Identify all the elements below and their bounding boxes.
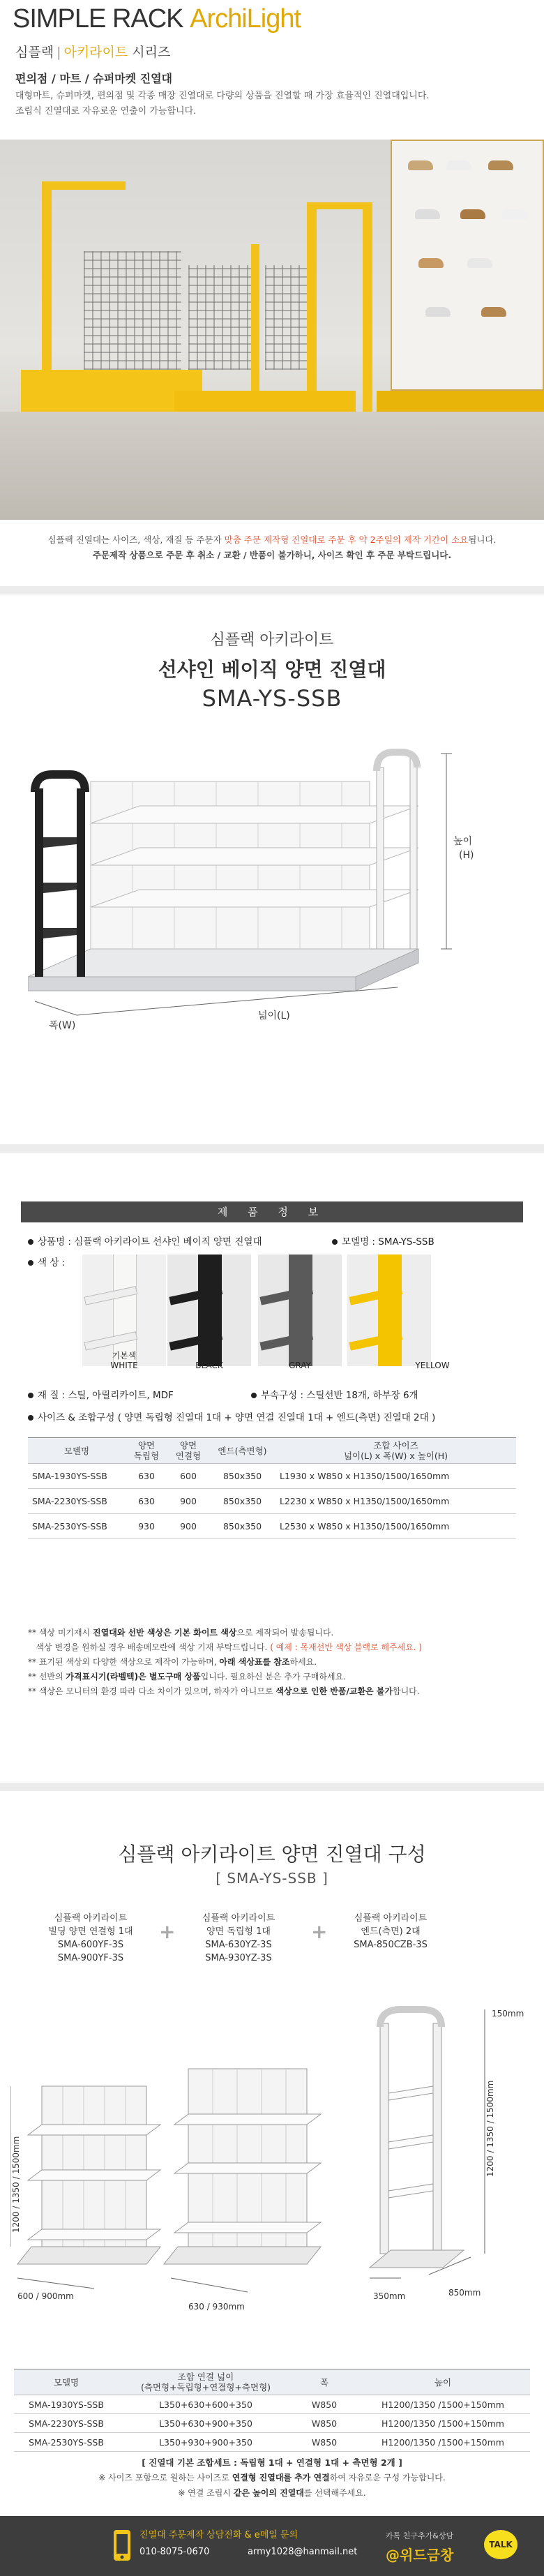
table-cell: SMA-2530YS-SSB: [28, 1514, 126, 1539]
table-cell: 630: [126, 1464, 167, 1489]
table-cell: 850x350: [209, 1514, 275, 1539]
product-name: 선샤인 베이직 양면 진열대: [158, 658, 386, 681]
note-red: ( 예제 : 목재선반 색상 블랙로 해주세요. ): [270, 1642, 423, 1652]
notice-line-1: [0, 520, 544, 548]
floor: [0, 412, 544, 520]
swatch-label-black: BLACK: [195, 1361, 223, 1370]
table-cell: 600: [167, 1464, 209, 1489]
config-item-model: SMA-900YF-3S: [57, 1953, 124, 1963]
table-cell: W850: [293, 2414, 356, 2433]
note-text: ** 색상 미기재시: [28, 1628, 91, 1638]
swatch-label-white: [82, 1351, 166, 1370]
spec-product-row: [28, 1234, 262, 1248]
shoe: [425, 307, 451, 317]
note-text: 를 선택해주세요.: [303, 2488, 366, 2498]
series-name: 아키라이트: [63, 45, 128, 60]
config-item-brand: 심플랙 아키라이트: [354, 1913, 428, 1924]
note-3: [28, 1655, 530, 1670]
config-item-model: SMA-630YZ-3S: [205, 1940, 272, 1950]
kakao-title: 카톡 친구추가&상담: [386, 2531, 454, 2540]
header-description-2: 조립식 진열대로 자유로운 연출이 가능합니다.: [15, 106, 197, 117]
config-item-type: 엔드(측면) 2대: [361, 1926, 421, 1937]
swatch-label-gray: GRAY: [289, 1361, 311, 1370]
spec-notes: [28, 1626, 530, 1699]
color-swatch-black: [167, 1255, 251, 1366]
table-cell: SMA-2230YS-SSB: [14, 2414, 119, 2433]
table-cell: L1930 x W850 x H1350/1500/1650mm: [275, 1464, 516, 1489]
store-photo: [0, 140, 544, 520]
notice-text: 심플랙 진열대는 사이즈, 색상, 재질 등 주문자: [47, 534, 222, 545]
series-suffix: 시리즈: [132, 45, 171, 60]
table-cell: L350+630+900+350: [119, 2414, 293, 2433]
config-table-header: [14, 2369, 530, 2395]
series-label: 심플랙 | 아키라이트 시리즈: [15, 45, 171, 60]
config-note-height: [0, 2487, 544, 2499]
notice-highlight: 맞춤 주문 제작형 진열대로 주문 후 약 2주일의 제작 기간이 소요: [224, 534, 469, 545]
notice-text: 됩니다.: [468, 534, 497, 545]
config-note-basic-set: [ 진열대 기본 조합세트 : 독립형 1대 + 연결형 1대 + 측면형 2개 ]: [142, 2457, 402, 2468]
dim-width-1: 600 / 900mm: [17, 2291, 74, 2301]
table-cell: SMA-2230YS-SSB: [28, 1489, 126, 1514]
table-header: 폭: [293, 2369, 356, 2395]
spec-model-name: 모델명 : SMA-YS-SSB: [342, 1236, 435, 1248]
spec-accessories: 부속구성 : 스틸선반 18개, 하부장 6개: [261, 1390, 418, 1401]
shoe: [418, 258, 444, 268]
dim-top: 150mm: [492, 2009, 524, 2019]
table-cell: SMA-2530YS-SSB: [14, 2433, 119, 2452]
contact-email[interactable]: army1028@hanmail.net: [248, 2547, 358, 2557]
brand-title-main: SIMPLE RACK: [13, 4, 183, 33]
brand-title: [13, 4, 301, 34]
table-cell: 850x350: [209, 1489, 275, 1514]
note-text: 하여 자유로운 구성 가능합니다.: [329, 2473, 446, 2483]
config-item-brand: 심플랙 아키라이트: [202, 1913, 275, 1924]
product-brand: 심플랙 아키라이트: [210, 631, 334, 649]
bullet-icon: [332, 1239, 338, 1245]
wire-display: [265, 265, 307, 370]
shoe: [502, 209, 527, 219]
section-divider: [0, 1783, 544, 1791]
table-header: 양면 독립형: [126, 1438, 167, 1464]
config-title: 심플랙 아키라이트 양면 진열대 구성: [118, 1843, 426, 1866]
product-model: SMA-YS-SSB: [202, 685, 342, 712]
config-diagram: [10, 2002, 541, 2323]
contact-footer: [0, 2516, 544, 2576]
table-cell: 900: [167, 1489, 209, 1514]
note-text: ※ 연결 조립시: [178, 2488, 231, 2498]
note-text: 색상 변경을 원하실 경우 배송메모란에 색상 기재 부탁드립니다.: [36, 1642, 268, 1652]
spec-composition-row: [28, 1409, 435, 1423]
table-row: [28, 1514, 516, 1539]
dim-width-2: 630 / 930mm: [188, 2302, 245, 2312]
note-4: [28, 1670, 530, 1684]
spec-color-row: [28, 1255, 65, 1268]
spec-material-row: [28, 1387, 174, 1401]
spec-color-label: 색 상 :: [38, 1257, 66, 1268]
shoe: [446, 160, 471, 170]
category-label: 편의점 / 마트 / 슈퍼마켓 진열대: [15, 72, 173, 85]
table-header: 조합 사이즈 넓이(L) x 폭(W) x 높이(H): [275, 1438, 516, 1464]
note-text: 하세요.: [289, 1657, 317, 1667]
bullet-icon: [28, 1260, 33, 1266]
header-description-1: 대형마트, 슈퍼마켓, 편의점 및 각종 매장 진열대로 다량의 상품을 진열할 때 가장 효율적인 진열대입니다.: [15, 91, 430, 101]
color-swatch-gray: [258, 1255, 342, 1366]
table-cell: L350+930+900+350: [119, 2433, 293, 2452]
spec-material: 재 질 : 스틸, 아릴리카이트, MDF: [38, 1390, 174, 1401]
table-cell: 850x350: [209, 1464, 275, 1489]
phone-badge-icon: [112, 2529, 133, 2562]
spec-title-bar: 제 품 정 보: [21, 1201, 523, 1222]
note-bold: 가격표시기(라벨텍)은 별도구매 상품: [66, 1672, 201, 1682]
note-text: ※ 사이즈 포함으로 원하는 사이즈로: [98, 2473, 229, 2483]
note-text: ** 표기된 색상외 다양한 색상으로 제작이 가능하며,: [28, 1657, 217, 1667]
plus-icon: +: [311, 1920, 328, 1943]
note-bold: 연결형 진열대를 추가 연결: [232, 2473, 330, 2483]
brand-title-accent: ArchiLight: [190, 4, 301, 33]
color-swatch-white: [82, 1255, 166, 1366]
wire-display: [188, 265, 251, 370]
dim-length-label: 넓이(L): [258, 1010, 290, 1021]
note-text: 합니다.: [393, 1686, 420, 1696]
spec-accessories-row: [251, 1387, 418, 1401]
note-bold: 색상으로 인한 반품/교환은 불가: [275, 1686, 393, 1696]
table-row: [14, 2433, 530, 2452]
config-model: [ SMA-YS-SSB ]: [216, 1870, 328, 1887]
order-notice: [0, 520, 544, 586]
contact-phone[interactable]: 010-8075-0670: [139, 2547, 210, 2557]
note-1: [28, 1626, 530, 1640]
note-bold: 아래 색상표를 참조: [219, 1657, 290, 1667]
bullet-icon: [28, 1393, 33, 1398]
note-text: 입니다. 필요하신 분은 추가 구매하세요.: [200, 1672, 347, 1682]
config-item-standalone: [183, 1912, 294, 1965]
shoe: [467, 258, 492, 268]
swatch-default-tag: 기본색: [112, 1351, 137, 1361]
shoe: [481, 307, 506, 317]
config-table: [14, 2369, 530, 2452]
shoe: [460, 209, 485, 219]
dim-width-label: 폭(W): [49, 1020, 76, 1031]
table-row: [28, 1464, 516, 1489]
config-note-expand: [0, 2471, 544, 2483]
config-item-type: 양면 독립형 1대: [206, 1926, 271, 1937]
contact-title: 진열대 주문제작 상담전화 & e메일 문의: [139, 2530, 299, 2540]
section-divider: [0, 586, 544, 594]
bullet-icon: [28, 1239, 33, 1245]
dim-height-label: 높이: [453, 836, 473, 847]
config-item-type: 빌딩 양면 연결형 1대: [48, 1926, 133, 1937]
swatch-post: [198, 1255, 222, 1366]
note-5: [28, 1684, 530, 1699]
table-header: 조합 연결 넓이 (측면형+독립형+연결형+측면형): [119, 2369, 293, 2395]
table-cell: SMA-1930YS-SSB: [28, 1464, 126, 1489]
size-table-header: [28, 1438, 516, 1464]
spec-product-name: 상품명 : 심플랙 아키라이트 선샤인 베이직 양면 진열대: [38, 1236, 262, 1248]
table-header: 모델명: [14, 2369, 119, 2395]
table-cell: 900: [167, 1514, 209, 1539]
swatch-name: WHITE: [110, 1361, 138, 1370]
yellow-frame: [307, 202, 317, 412]
table-cell: W850: [293, 2433, 356, 2452]
shoe: [415, 209, 440, 219]
table-row: [14, 2414, 530, 2433]
yellow-frame: [307, 202, 372, 209]
series-brand: 심플랙: [15, 45, 54, 60]
config-item-model: SMA-930YZ-3S: [205, 1953, 272, 1963]
note-text: ** 선반의: [28, 1672, 63, 1682]
note-bold: 진열대와 선반 색상은 기본 화이트 색상: [93, 1628, 237, 1638]
dim-depth-2: 850mm: [448, 2288, 481, 2298]
swatch-post: [378, 1255, 402, 1366]
swatch-label-yellow: YELLOW: [415, 1361, 450, 1370]
kakao-id[interactable]: @위드금창: [386, 2547, 454, 2563]
notice-line-2: 주문제작 상품으로 주문 후 취소 / 교환 / 반품이 불가하니, 사이즈 확인 후 주문 부탁드립니다.: [92, 550, 452, 560]
table-cell: H1200/1350 /1500+150mm: [356, 2395, 530, 2414]
shoe: [488, 160, 513, 170]
dim-height-1: 1200 / 1350 / 1500mm: [11, 2136, 21, 2233]
table-header: 양면 연결형: [167, 1438, 209, 1464]
table-cell: 630: [126, 1489, 167, 1514]
swatch-post: [113, 1255, 137, 1366]
swatch-post: [289, 1255, 312, 1366]
table-cell: 930: [126, 1514, 167, 1539]
note-bold: 같은 높이의 진열대: [233, 2488, 304, 2498]
bullet-icon: [28, 1415, 33, 1421]
dim-height-unit: (H): [459, 850, 474, 861]
shoe: [408, 160, 433, 170]
table-cell: H1200/1350 /1500+150mm: [356, 2433, 530, 2452]
header: [0, 0, 544, 140]
spec-composition: 사이즈 & 조합구성 ( 양면 독립형 진열대 1대 + 양면 연결 진열대 1대 + 엔드(측면) 진열대 2대 ): [38, 1412, 436, 1423]
config-item-brand: 심플랙 아키라이트: [54, 1913, 128, 1924]
table-cell: SMA-1930YS-SSB: [14, 2395, 119, 2414]
table-row: [14, 2395, 530, 2414]
table-cell: H1200/1350 /1500+150mm: [356, 2414, 530, 2433]
dim-height-2: 1200 / 1350 / 1500mm: [485, 2080, 495, 2177]
config-item-model: SMA-850CZB-3S: [354, 1940, 428, 1950]
table-cell: L350+630+600+350: [119, 2395, 293, 2414]
spec-model-row: [332, 1234, 435, 1248]
table-header: 엔드(측면형): [209, 1438, 275, 1464]
config-item-model: SMA-600YF-3S: [57, 1940, 124, 1950]
product-image: [28, 740, 516, 1033]
yellow-frame: [42, 181, 126, 190]
section-divider: [0, 1144, 544, 1153]
config-item-connector: [35, 1912, 146, 1965]
table-cell: L2530 x W850 x H1350/1500/1650mm: [275, 1514, 516, 1539]
config-item-end: [335, 1912, 446, 1952]
size-table: [28, 1437, 516, 1539]
note-text: 으로 제작되어 발송됩니다.: [236, 1628, 334, 1638]
table-row: [28, 1489, 516, 1514]
table-header: 모델명: [28, 1438, 126, 1464]
plus-icon: +: [159, 1920, 176, 1943]
table-cell: L2230 x W850 x H1350/1500/1650mm: [275, 1489, 516, 1514]
table-cell: W850: [293, 2395, 356, 2414]
color-swatch-yellow: [347, 1255, 431, 1366]
bullet-icon: [251, 1393, 257, 1398]
wire-display: [84, 251, 181, 370]
note-text: ** 색상은 모니터의 환경 따라 다소 차이가 있으며, 하자가 아니므로: [28, 1686, 273, 1696]
note-2: [28, 1640, 530, 1655]
dim-depth-1: 350mm: [373, 2291, 406, 2301]
kakao-talk-icon[interactable]: TALK: [484, 2530, 517, 2559]
yellow-frame: [363, 202, 372, 412]
table-header: 높이: [356, 2369, 530, 2395]
